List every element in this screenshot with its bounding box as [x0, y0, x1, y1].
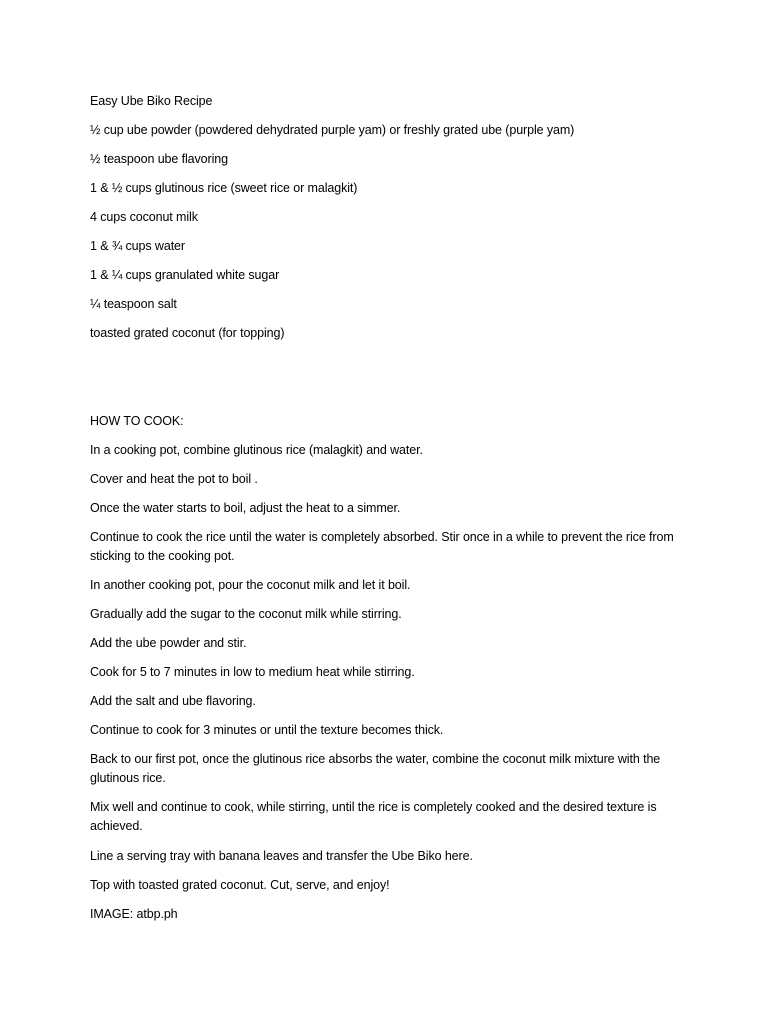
instruction-step: Cook for 5 to 7 minutes in low to medium heat while stirring. [90, 665, 415, 679]
ingredient-item: 1 & ¼ cups granulated white sugar [90, 268, 280, 282]
instruction-step: Top with toasted grated coconut. Cut, serve, and enjoy! [90, 878, 390, 892]
instruction-step: Add the ube powder and stir. [90, 636, 247, 650]
how-to-cook-heading: HOW TO COOK: [90, 414, 184, 428]
instruction-step: Gradually add the sugar to the coconut milk while stirring. [90, 607, 402, 621]
ingredient-item: ½ cup ube powder (powdered dehydrated purple yam) or freshly grated ube (purple yam) [90, 123, 575, 137]
instruction-step: Once the water starts to boil, adjust the heat to a simmer. [90, 501, 401, 515]
instruction-step: Cover and heat the pot to boil . [90, 472, 258, 486]
ingredient-item: 4 cups coconut milk [90, 210, 198, 224]
image-credit: IMAGE: atbp.ph [90, 907, 178, 921]
instruction-step: Mix well and continue to cook, while stirring, until the rice is completely cooked and the desired texture is achieved. [90, 800, 657, 833]
instruction-step: Continue to cook for 3 minutes or until the texture becomes thick. [90, 723, 444, 737]
ingredient-item: toasted grated coconut (for topping) [90, 326, 285, 340]
instruction-step: Line a serving tray with banana leaves and transfer the Ube Biko here. [90, 849, 473, 863]
instruction-step: In another cooking pot, pour the coconut milk and let it boil. [90, 578, 411, 592]
instruction-step: Continue to cook the rice until the water is completely absorbed. Stir once in a while to prevent the rice from sticking to the cooking pot. [90, 530, 674, 563]
ingredient-item: ½ teaspoon ube flavoring [90, 152, 228, 166]
recipe-title: Easy Ube Biko Recipe [90, 94, 213, 108]
ingredient-item: ¼ teaspoon salt [90, 297, 177, 311]
ingredient-item: 1 & ¾ cups water [90, 239, 185, 253]
instruction-step: Add the salt and ube flavoring. [90, 694, 256, 708]
instruction-step: In a cooking pot, combine glutinous rice (malagkit) and water. [90, 443, 423, 457]
instruction-step: Back to our first pot, once the glutinous rice absorbs the water, combine the coconut milk mixture with the glutinous rice. [90, 752, 661, 785]
ingredient-item: 1 & ½ cups glutinous rice (sweet rice or malagkit) [90, 181, 358, 195]
